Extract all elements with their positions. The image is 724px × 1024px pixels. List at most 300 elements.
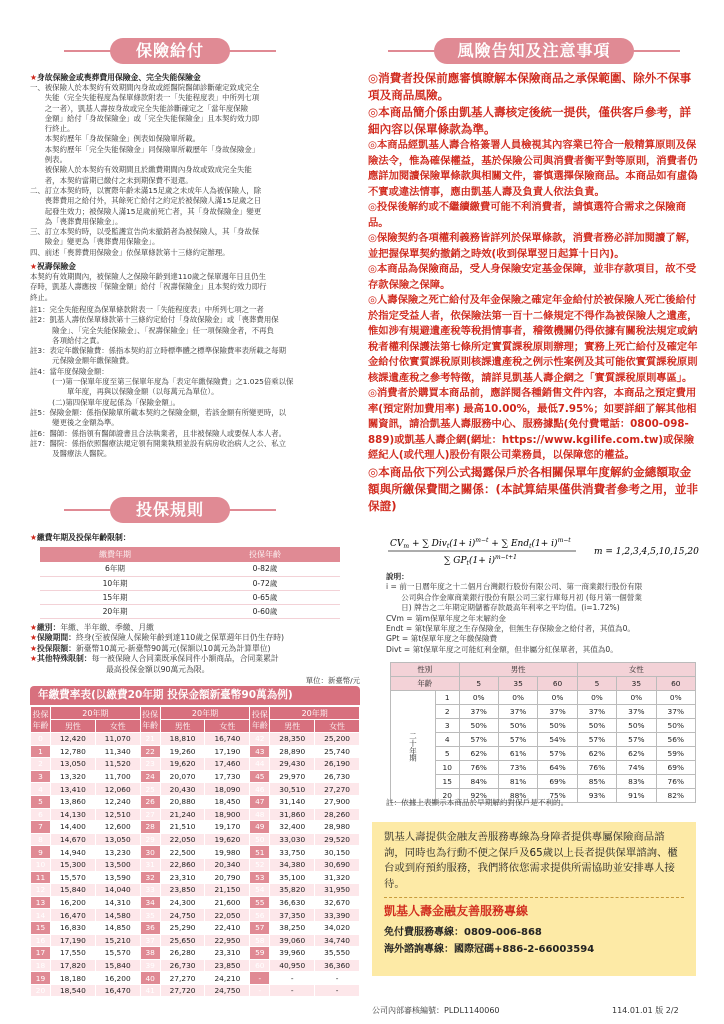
rule-item <box>30 665 360 676</box>
premium-cell: 18,810 <box>160 733 205 746</box>
rate-cell: 54% <box>538 733 577 747</box>
premium-age: 58 <box>250 934 270 947</box>
premium-cell: 37,350 <box>270 909 315 922</box>
premium-age: - <box>250 984 270 997</box>
premium-age: 20 <box>31 984 51 997</box>
premium-age: 42 <box>250 733 270 746</box>
premium-age: 34 <box>140 896 160 909</box>
note-line: 註2：凱基人壽依保單條款第十三條約定給付「身故保險金」或「喪葬費用保 <box>30 315 279 325</box>
benefit-line: 本契約歷年「身故保險金」例表如保險單所載。 <box>30 134 200 144</box>
premium-age: 38 <box>140 947 160 960</box>
risk-item: ◎本商品為保險商品，受人身保險安定基金保障，並非存款項目，故不受存款保險之保障。 <box>368 263 697 291</box>
explain-line: Endt = 第t保單年度之生存保險金，但無生存保險金之給付者，其值為0。 <box>386 624 636 634</box>
death-benefit-heading: 身故保險金或喪葬費用保險金、完全失能保險金 <box>37 73 201 82</box>
note-line: 註1：完全失能程度為保單條款附表一「失能程度表」中所列七項之一者 <box>30 304 264 314</box>
premium-cell: 21,150 <box>205 884 250 897</box>
premium-row <box>31 972 360 985</box>
premium-cell: 23,850 <box>205 959 250 972</box>
premium-age: 53 <box>250 871 270 884</box>
rate-cell: 74% <box>617 761 656 775</box>
rate-cell: 62% <box>577 747 616 761</box>
premium-age: 26 <box>140 795 160 808</box>
premium-cell: 23,850 <box>160 884 205 897</box>
premium-cell: 13,230 <box>95 846 140 859</box>
premium-cell: 39,060 <box>270 934 315 947</box>
premium-cell: 36,630 <box>270 896 315 909</box>
risk-item: ◎消費者於購買本商品前，應詳閱各種銷售文件內容，本商品之預定費用率(預定附加費用率) 最高10.00%，最低7.95%；如要詳細了解其他相關資訊，請洽凱基人壽服務中心、服務據點(免付費電話：0800-098-889)或凱基人壽企網(網址：https://www.kgilife.com.tw)或保險經紀人(或代理人)股份有限公司業務員，以保障您的權益。 <box>368 387 697 461</box>
premium-cell: 21,240 <box>160 808 205 821</box>
premium-cell: 20,880 <box>160 795 205 808</box>
note-line: 元保險金額年繳保險費。 <box>30 356 134 366</box>
premium-age: 15 <box>31 921 51 934</box>
rate-cell: 0% <box>577 691 616 705</box>
benefit-line: 喪葬費用之給付外，其餘死亡給付之約定於被保險人滿15足歲之日 <box>30 196 262 206</box>
benefit-line: 三、訂立本契約時，以受監護宣告尚未撤銷者為被保險人，其「身故保 <box>30 227 260 237</box>
premium-cell: 13,050 <box>95 833 140 846</box>
age-limit-table <box>40 547 340 619</box>
premium-age: 13 <box>31 896 51 909</box>
rate-cell: 50% <box>538 719 577 733</box>
service-box <box>372 822 696 976</box>
premium-row <box>31 833 360 846</box>
rate-cell: 37% <box>617 705 656 719</box>
age-table-header: 投保年齡 <box>190 547 340 562</box>
premium-age: 56 <box>250 909 270 922</box>
formula-svg <box>386 530 700 570</box>
rate-cell: 83% <box>617 775 656 789</box>
rules-section: ★繳費年期及投保年齡限制： 繳費年期 投保年齡 6年期 0-82歲 10年期 0-72歲 15年期 0-65歲 20年期 0-60歲 ★繳別：年繳、半年繳、季繳、月繳 ★保險期間：終身(至被保險人保險年齡到達110歲之保單週年日仍生存時) ★投保限額：新臺幣10萬元-新臺幣90萬元(保額以10萬元為計算單位) ★其他特殊限制：每一被保險人合同業既承保同件小額商品，合同業累計 最高投保金額以90萬元為限。 單位：新臺幣/元 <box>30 533 360 685</box>
premium-cell: 35,550 <box>315 947 360 960</box>
rate-cell: 93% <box>577 789 616 803</box>
age-col-header: 投保年齡 <box>140 707 160 733</box>
age-row <box>40 590 340 604</box>
premium-cell: 36,360 <box>315 959 360 972</box>
female-header: 女性 <box>315 720 360 733</box>
premium-cell: 31,950 <box>315 884 360 897</box>
explain-line: Divt = 第t保單年度之可能紅利金額，但非屬分紅保單者，其值為0。 <box>386 644 618 654</box>
premium-row <box>31 808 360 821</box>
policy-year: 4 <box>436 733 460 747</box>
premium-cell: 18,540 <box>51 984 96 997</box>
premium-age: 6 <box>31 808 51 821</box>
premium-cell: 14,940 <box>51 846 96 859</box>
premium-cell: 14,400 <box>51 821 96 834</box>
premium-age: 27 <box>140 808 160 821</box>
version-label: 114.01.01 版 2/2 <box>612 1006 679 1015</box>
premium-cell: 11,070 <box>95 733 140 746</box>
benefit-line: 四、前述「喪葬費用保險金」依保單條款第十三條約定辦理。 <box>30 247 230 257</box>
premium-cell: 30,690 <box>315 858 360 871</box>
rule-key: 繳別： <box>37 622 61 632</box>
risk-banner: 風險告知及注意事項 <box>434 38 634 64</box>
rule-key: 保險期間： <box>37 633 76 642</box>
overseas-phone[interactable]: 海外諮詢專線：國際冠碼+886-2-66003594 <box>384 944 595 956</box>
premium-cell: 15,570 <box>95 947 140 960</box>
age-cell: 0-72歲 <box>190 576 340 590</box>
note-line: 變更後之金額為準。 <box>30 418 119 428</box>
formula <box>386 530 700 570</box>
premium-cell: 21,600 <box>205 896 250 909</box>
rule-value: 最高投保金額以90萬元為限。 <box>106 664 210 674</box>
premium-row <box>31 733 360 746</box>
premium-age: 22 <box>140 745 160 758</box>
rate-row <box>391 691 696 705</box>
longevity-text <box>30 272 360 303</box>
premium-age: 4 <box>31 783 51 796</box>
rule-star: ★ <box>30 654 37 663</box>
premium-cell: 26,730 <box>315 770 360 783</box>
term-col-header: 20年期 <box>51 707 141 720</box>
benefit-line: 存時，凱基人壽應按「保險金額」給付「祝壽保險金」且本契約效力即行 <box>30 282 267 292</box>
rule-value: 年繳、半年繳、季繳、月繳 <box>60 622 154 632</box>
term-label: 二十年期 <box>391 691 436 803</box>
premium-age: 25 <box>140 783 160 796</box>
rule-item <box>30 633 360 644</box>
benefit-line: 為「喪葬費用保險金」。 <box>30 216 123 226</box>
rate-cell: 81% <box>498 775 537 789</box>
rate-cell: 0% <box>459 691 498 705</box>
rate-row <box>391 733 696 747</box>
premium-cell: 26,190 <box>315 758 360 771</box>
risk-item: ◎人壽保險之死亡給付及年金保險之確定年金給付於被保險人死亡後給付於指定受益人者，依保險法第一百十二條規定不得作為被保險人之遺產，惟如涉有規避遺產稅等稅捐情事者，稽徵機關仍得依據有關稅法規定或納稅者權利保護法第七條所定實質課稅原則辦理；實務上死亡給付及確定年金給付依實質課稅原則核課遺產稅之例示性案例及其可能依實質課稅原則核課遺產稅之參考特徵，請詳見凱基人壽企網之「實質課稅原則專區」。 <box>368 294 698 384</box>
premium-age: 40 <box>140 972 160 985</box>
premium-age: 16 <box>31 934 51 947</box>
rate-cell: 61% <box>498 747 537 761</box>
premium-row <box>31 858 360 871</box>
premium-cell: 25,290 <box>160 921 205 934</box>
age-col: 5 <box>459 677 498 691</box>
premium-cell: 21,510 <box>160 821 205 834</box>
rate-cell: 76% <box>459 761 498 775</box>
benefit-line: 行終止。 <box>30 124 75 134</box>
premium-cell: 23,310 <box>205 947 250 960</box>
premium-age: 2 <box>31 758 51 771</box>
age-cell: 10年期 <box>40 576 190 590</box>
rate-cell: 69% <box>538 775 577 789</box>
benefit-line: 之一者），凱基人壽按身故或完全失能診斷確定之「當年度保險 <box>30 103 249 113</box>
age-col-header: 投保年齡 <box>250 707 270 733</box>
premium-cell: 16,470 <box>95 984 140 997</box>
benefit-line: 本契約歷年「完全失能保險金」同保險單所載歷年「身故保險金」 <box>30 144 260 154</box>
premium-cell: 34,740 <box>315 934 360 947</box>
premium-age: 28 <box>140 821 160 834</box>
premium-age: 24 <box>140 770 160 783</box>
premium-cell: 20,790 <box>205 871 250 884</box>
benefit-line: 例表。 <box>30 155 67 165</box>
premium-cell: 31,140 <box>270 795 315 808</box>
premium-cell: 12,780 <box>51 745 96 758</box>
premium-cell: - <box>270 972 315 985</box>
risk-notices <box>368 70 700 515</box>
premium-cell: 33,390 <box>315 909 360 922</box>
rule-key: 其他特殊限制： <box>37 654 92 663</box>
rate-note: 註：依據上表顯示本商品於早期解約對保戶是不利的。 <box>386 798 569 807</box>
explain-line: 日) 牌告之二年期定期儲蓄存款最高年利率之平均值。(i=1.72%) <box>386 603 620 613</box>
premium-row <box>31 758 360 771</box>
premium-cell: 12,060 <box>95 783 140 796</box>
formula-denominator: ∑ $GP_t(1+ i)^{m-t+1}$ <box>444 554 517 567</box>
policy-year: 10 <box>436 761 460 775</box>
age-row <box>40 562 340 576</box>
premium-cell: 22,050 <box>160 833 205 846</box>
premium-cell: 16,740 <box>205 733 250 746</box>
premium-cell: 12,240 <box>95 795 140 808</box>
premium-age: 41 <box>140 984 160 997</box>
age-col: 60 <box>656 677 695 691</box>
premium-cell: 29,430 <box>270 758 315 771</box>
premium-row <box>31 959 360 972</box>
male-header: 男性 <box>270 720 315 733</box>
unit-label: 單位：新臺幣/元 <box>305 676 360 685</box>
premium-cell: 17,820 <box>51 959 96 972</box>
premium-age: 11 <box>31 871 51 884</box>
audit-code: 公司內部審核編號：PLDL1140060 <box>372 1006 500 1015</box>
risk-item: ◎投保後解約或不繼續繳費可能不利消費者，請慎選符合需求之保險商品。 <box>368 201 686 229</box>
benefit-line: 一、被保險人於本契約有效期間內身故或經醫院醫師診斷確定致成完全 <box>30 83 260 92</box>
notes <box>30 305 360 459</box>
note-line: 註5：保險金額：係指保險單所載本契約之保險金額，若該金額有所變更時，以 <box>30 407 286 417</box>
premium-cell: 38,250 <box>270 921 315 934</box>
premium-cell: 15,300 <box>51 858 96 871</box>
premium-cell: 15,570 <box>51 871 96 884</box>
premium-cell: 34,020 <box>315 921 360 934</box>
premium-cell: 14,040 <box>95 884 140 897</box>
note-line: 及醫療法人醫院。 <box>30 449 112 459</box>
premium-row <box>31 884 360 897</box>
rules-list <box>30 623 360 676</box>
premium-cell: 19,620 <box>205 833 250 846</box>
benefit-line: 金額」給付「身故保險金」或「完全失能保險金」且本契約效力即 <box>30 113 260 123</box>
rate-row <box>391 761 696 775</box>
rate-cell: 56% <box>656 733 695 747</box>
premium-cell: 30,150 <box>315 846 360 859</box>
premium-age: 5 <box>31 795 51 808</box>
premium-cell: 29,520 <box>315 833 360 846</box>
term-col-header: 20年期 <box>270 707 360 720</box>
premium-cell: 15,840 <box>51 884 96 897</box>
rule-item <box>30 654 360 665</box>
premium-cell: 14,580 <box>95 909 140 922</box>
rate-cell: 76% <box>656 775 695 789</box>
premium-age: 37 <box>140 934 160 947</box>
premium-cell: 16,830 <box>51 921 96 934</box>
rate-cell: 37% <box>538 705 577 719</box>
premium-table <box>30 706 360 997</box>
age-col-header: 投保年齡 <box>31 707 51 733</box>
premium-cell: 30,510 <box>270 783 315 796</box>
premium-cell: 20,070 <box>160 770 205 783</box>
risk-item: ◎本商品簡介係由凱基人壽核定後統一提供，僅供客戶參考，詳細內容以保單條款為準。 <box>368 105 692 136</box>
premium-cell: 31,320 <box>315 871 360 884</box>
premium-cell: 18,900 <box>205 808 250 821</box>
policy-year: 20 <box>436 789 460 803</box>
policy-year: 5 <box>436 747 460 761</box>
premium-age: 60 <box>250 959 270 972</box>
premium-cell: 25,200 <box>315 733 360 746</box>
age-row <box>40 576 340 590</box>
premium-cell: 15,210 <box>95 934 140 947</box>
premium-cell: 18,090 <box>205 783 250 796</box>
service-phone[interactable]: 免付費服務專線：0809-006-868 <box>384 927 542 939</box>
note-line: (一)第一保單年度至第三保單年度為「表定年繳保險費」之1.025倍乘以保 <box>30 377 294 387</box>
premium-cell: 24,210 <box>205 972 250 985</box>
premium-cell: 14,310 <box>95 896 140 909</box>
risk-item: ◎消費者投保前應審慎瞭解本保險商品之承保範圍、除外不保事項及商品風險。 <box>368 71 692 102</box>
premium-cell: 13,860 <box>51 795 96 808</box>
explain-line: 公司與合作金庫商業銀行股份有限公司三家行庫每月初 (每月第一個營業 <box>386 592 642 602</box>
premium-age: 30 <box>140 846 160 859</box>
premium-cell: 15,840 <box>95 959 140 972</box>
service-text: 凱基人壽提供金融友善服務專線為身障者提供專屬保險商品諮詢，同時也為行動不便之保戶及65歲以上長者提供保單諮詢、櫃台或到府預約服務，我們將依您需求提供所需協助並安排專人接待。 <box>384 831 678 890</box>
premium-cell: 20,340 <box>205 858 250 871</box>
age-col: 5 <box>577 677 616 691</box>
premium-row <box>31 934 360 947</box>
longevity-heading: 祝壽保險金 <box>37 262 76 272</box>
rate-cell: 37% <box>577 705 616 719</box>
rate-cell: 88% <box>498 789 537 803</box>
premium-cell: - <box>315 972 360 985</box>
premium-cell: 24,300 <box>160 896 205 909</box>
rate-cell: 57% <box>498 733 537 747</box>
rate-cell: 37% <box>459 705 498 719</box>
premium-cell: 35,100 <box>270 871 315 884</box>
premium-cell: 22,050 <box>205 909 250 922</box>
age-cell: 0-65歲 <box>190 590 340 604</box>
premium-cell: 28,890 <box>270 745 315 758</box>
premium-age: 31 <box>140 858 160 871</box>
premium-age: 17 <box>31 947 51 960</box>
rule-star: ★ <box>30 633 37 642</box>
premium-cell: 27,720 <box>160 984 205 997</box>
premium-age: 23 <box>140 758 160 771</box>
rule-star: ★ <box>30 643 37 653</box>
rate-row <box>391 775 696 789</box>
rate-row <box>391 705 696 719</box>
premium-cell: 25,650 <box>160 934 205 947</box>
premium-age: 0 <box>31 733 51 746</box>
premium-age: 33 <box>140 884 160 897</box>
rate-row <box>391 719 696 733</box>
rule-star: ★ <box>30 622 37 632</box>
rate-table <box>390 662 696 803</box>
benefit-line: 險金」變更為「喪葬費用保險金」。 <box>30 237 160 247</box>
rate-cell: 50% <box>459 719 498 733</box>
rate-cell: 82% <box>656 789 695 803</box>
premium-age: 44 <box>250 758 270 771</box>
note-line: 各項給付之責。 <box>30 335 104 345</box>
policy-year: 2 <box>436 705 460 719</box>
premium-cell: 11,520 <box>95 758 140 771</box>
premium-cell: 27,900 <box>315 795 360 808</box>
premium-cell: 11,700 <box>95 770 140 783</box>
premium-cell: 14,670 <box>51 833 96 846</box>
premium-cell: 12,600 <box>95 821 140 834</box>
age-header: 年齡 <box>391 677 460 691</box>
premium-age: 8 <box>31 833 51 846</box>
premium-row <box>31 921 360 934</box>
note-line: 註3：表定年繳保險費：係指本契約訂立時標準體之標準保險費率表所載之每期 <box>30 346 286 356</box>
explanation <box>386 572 700 655</box>
premium-cell: - <box>315 984 360 997</box>
premium-cell: 18,450 <box>205 795 250 808</box>
premium-cell: - <box>270 984 315 997</box>
gender-header: 性別 <box>391 663 460 677</box>
premium-cell: 25,740 <box>315 745 360 758</box>
premium-age: 29 <box>140 833 160 846</box>
benefit-line: 被保險人於本契約有效期間且於繳費期間內身故或致成完全失能 <box>30 165 252 175</box>
premium-row <box>31 821 360 834</box>
premium-age: - <box>250 972 270 985</box>
rate-cell: 76% <box>577 761 616 775</box>
female-header: 女性 <box>95 720 140 733</box>
benefits-banner: 保險給付 <box>110 38 230 64</box>
premium-cell: 19,170 <box>205 821 250 834</box>
premium-cell: 16,200 <box>95 972 140 985</box>
premium-age: 57 <box>250 921 270 934</box>
premium-cell: 27,270 <box>160 972 205 985</box>
premium-age: 52 <box>250 858 270 871</box>
benefit-line: 失能（完全失能程度為保單條款附表一「失能程度表」中所列七項 <box>30 93 260 103</box>
rate-row <box>391 747 696 761</box>
premium-row <box>31 745 360 758</box>
rate-cell: 37% <box>656 705 695 719</box>
explain-line: CVm = 第m保單年度之年末解約金 <box>386 613 507 623</box>
benefit-line: 終止。 <box>30 292 53 302</box>
premium-age: 39 <box>140 959 160 972</box>
male-header: 男性 <box>160 720 205 733</box>
premium-age: 21 <box>140 733 160 746</box>
rate-cell: 0% <box>538 691 577 705</box>
benefit-line: 二、訂立本契約時，以實際年齡未滿15足歲之未成年人為被保險人，除 <box>30 185 262 195</box>
rate-cell: 50% <box>656 719 695 733</box>
premium-cell: 13,050 <box>51 758 96 771</box>
rate-cell: 92% <box>459 789 498 803</box>
premium-age: 50 <box>250 833 270 846</box>
note-line: (二)第四保單年度起係為「保險金額」。 <box>30 397 180 407</box>
rule-value: 每一被保險人合同業既承保同件小額商品，合同業累計 <box>91 654 279 663</box>
premium-cell: 28,350 <box>270 733 315 746</box>
premium-age: 19 <box>31 972 51 985</box>
rate-cell: 0% <box>617 691 656 705</box>
note-line: 註4：當年度保險金額： <box>30 366 109 376</box>
policy-year: 3 <box>436 719 460 733</box>
premium-age: 35 <box>140 909 160 922</box>
age-cell: 20年期 <box>40 604 190 618</box>
rules-banner: 投保規則 <box>110 497 230 523</box>
premium-cell: 22,410 <box>205 921 250 934</box>
premium-cell: 20,430 <box>160 783 205 796</box>
age-table-header: 繳費年期 <box>40 547 190 562</box>
age-cell: 6年期 <box>40 562 190 576</box>
premium-age: 54 <box>250 884 270 897</box>
rate-cell: 50% <box>617 719 656 733</box>
age-cell: 0-82歲 <box>190 562 340 576</box>
premium-cell: 31,860 <box>270 808 315 821</box>
rate-cell: 57% <box>538 747 577 761</box>
rate-cell: 73% <box>498 761 537 775</box>
premium-cell: 24,750 <box>205 984 250 997</box>
rule-value: 終身(至被保險人保險年齡到達110歲之保單週年日仍生存時) <box>75 633 285 642</box>
premium-cell: 22,860 <box>160 858 205 871</box>
premium-cell: 19,980 <box>205 846 250 859</box>
premium-age: 10 <box>31 858 51 871</box>
premium-cell: 12,510 <box>95 808 140 821</box>
premium-cell: 14,850 <box>95 921 140 934</box>
premium-cell: 32,670 <box>315 896 360 909</box>
premium-cell: 19,260 <box>160 745 205 758</box>
premium-row <box>31 871 360 884</box>
premium-row <box>31 770 360 783</box>
